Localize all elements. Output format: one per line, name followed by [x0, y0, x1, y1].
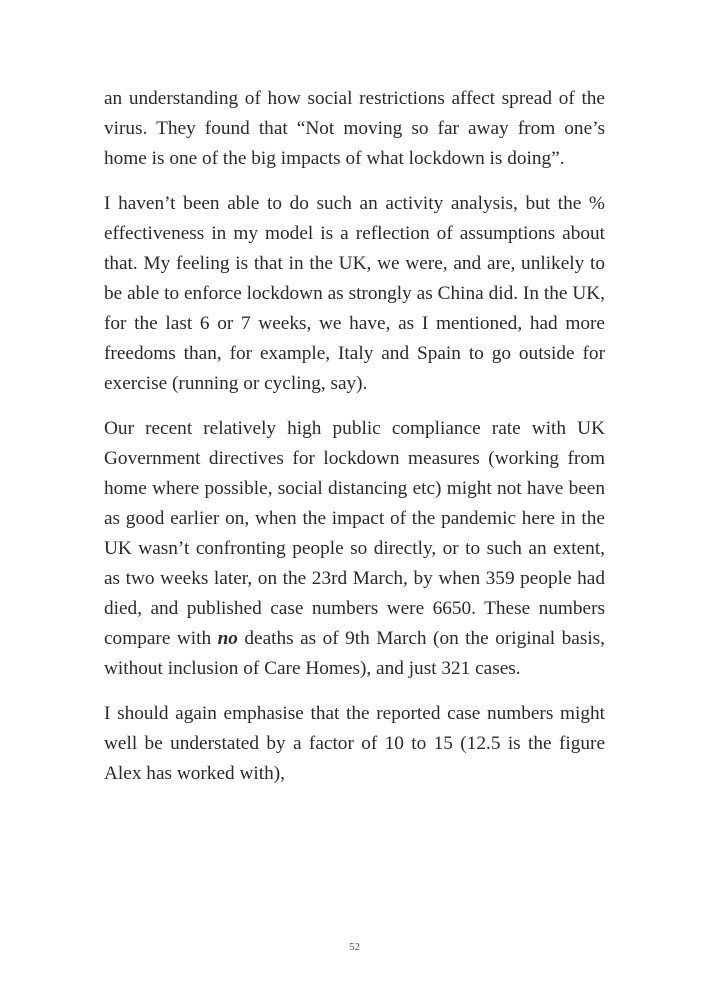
- paragraph-4: I should again emphasise that the reported case numbers might well be understated by a factor of 10 to 15 (12.5 is the figure Alex has worked with),: [104, 703, 605, 784]
- paragraph-3-text-before: Our recent relatively high public compliance rate with UK Government directives for lockdown measures (working from home where possible, social distancing etc) might not have been as good earlier on, when the impact of the pandemic here in the UK wasn’t confronting people so directly, or to such an extent, as two weeks later, on the 23rd March, by when 359 people had died, and published case numbers were 6650. These numbers compare with: [104, 418, 605, 649]
- paragraph-3: [104, 414, 605, 684]
- paragraph-3-emphasis: no: [217, 628, 238, 649]
- paragraph-2: I haven’t been able to do such an activity analysis, but the % effectiveness in my model is a reflection of assumptions about that. My feeling is that in the UK, we were, and are, unlikely to be able to enforce lockdown as strongly as China did. In the UK, for the last 6 or 7 weeks, we have, as I mentioned, had more freedoms than, for example, Italy and Spain to go outside for exercise (running or cycling, say).: [104, 193, 605, 394]
- page-body: [104, 84, 605, 804]
- page-number: 52: [349, 941, 360, 953]
- paragraph-3-text-after: deaths as of 9th March (on the original basis, without inclusion of Care Homes), and just 321 cases.: [104, 628, 606, 679]
- paragraph-1: an understanding of how social restrictions affect spread of the virus. They found that “Not moving so far away from one’s home is one of the big impacts of what lockdown is doing”.: [104, 88, 605, 169]
